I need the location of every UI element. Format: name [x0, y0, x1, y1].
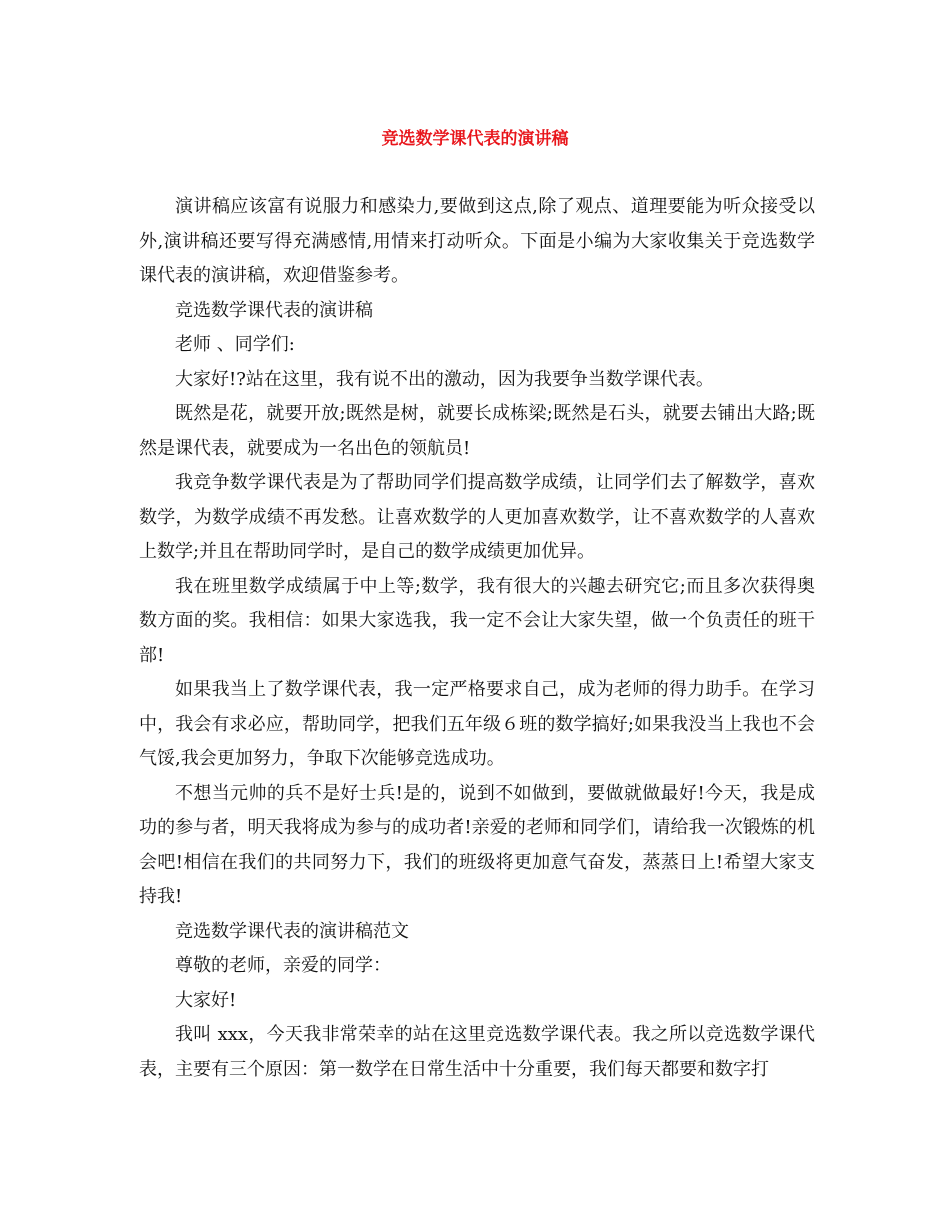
- paragraph-salutation-2: 尊敬的老师，亲爱的同学：: [175, 955, 391, 976]
- document-body: [139, 190, 815, 1087]
- paragraph-salutation: 老师 、同学们:: [175, 334, 295, 355]
- paragraph-heading-sample: 竞选数学课代表的演讲稿范文: [175, 920, 409, 942]
- document-title: 竞选数学课代表的演讲稿: [381, 129, 569, 149]
- paragraph: 我在班里数学成绩属于中上等;数学，我有很大的兴趣去研究它;而且多次获得奥数方面的奖。我相信：如果大家选我，我一定不会让大家失望，做一个负责任的班干部!: [139, 575, 815, 666]
- paragraph-heading-speech: 竞选数学课代表的演讲稿: [175, 299, 373, 321]
- paragraph: 我叫 xxx，今天我非常荣幸的站在这里竞选数学课代表。我之所以竞选数学课代表，主要有三个原因：第一数学在日常生活中十分重要，我们每天都要和数字打: [139, 1024, 815, 1080]
- paragraph: 既然是花，就要开放;既然是树，就要长成栋梁;既然是石头，就要去铺出大路;既然是课代表，就要成为一名出色的领航员!: [139, 403, 815, 459]
- paragraph: 不想当元帅的兵不是好士兵!是的，说到不如做到，要做就做最好!今天，我是成功的参与者，明天我将成为参与的成功者!亲爱的老师和同学们，请给我一次锻炼的机会吧!相信在我们的共同努力下，我们的班级将更加意气奋发，蒸蒸日上!希望大家支持我!: [139, 782, 815, 907]
- paragraph-greeting-2: 大家好!: [175, 989, 237, 1011]
- paragraph: 如果我当上了数学课代表，我一定严格要求自己，成为老师的得力助手。在学习中，我会有求必应，帮助同学，把我们五年级６班的数学搞好;如果我没当上我也不会气馁,我会更加努力，争取下次能够竞选成功。: [139, 679, 815, 769]
- paragraph-greeting: 大家好!?站在这里，我有说不出的激动，因为我要争当数学课代表。: [175, 368, 714, 390]
- paragraph-intro: 演讲稿应该富有说服力和感染力,要做到这点,除了观点、道理要能为听众接受以外,演讲稿还要写得充满感情,用情来打动听众。下面是小编为大家收集关于竞选数学课代表的演讲稿，欢迎借鉴参考。: [139, 196, 815, 286]
- paragraph: 我竞争数学课代表是为了帮助同学们提高数学成绩，让同学们去了解数学，喜欢数学，为数学成绩不再发愁。让喜欢数学的人更加喜欢数学，让不喜欢数学的人喜欢上数学;并且在帮助同学时，是自己的数学成绩更加优异。: [139, 472, 815, 562]
